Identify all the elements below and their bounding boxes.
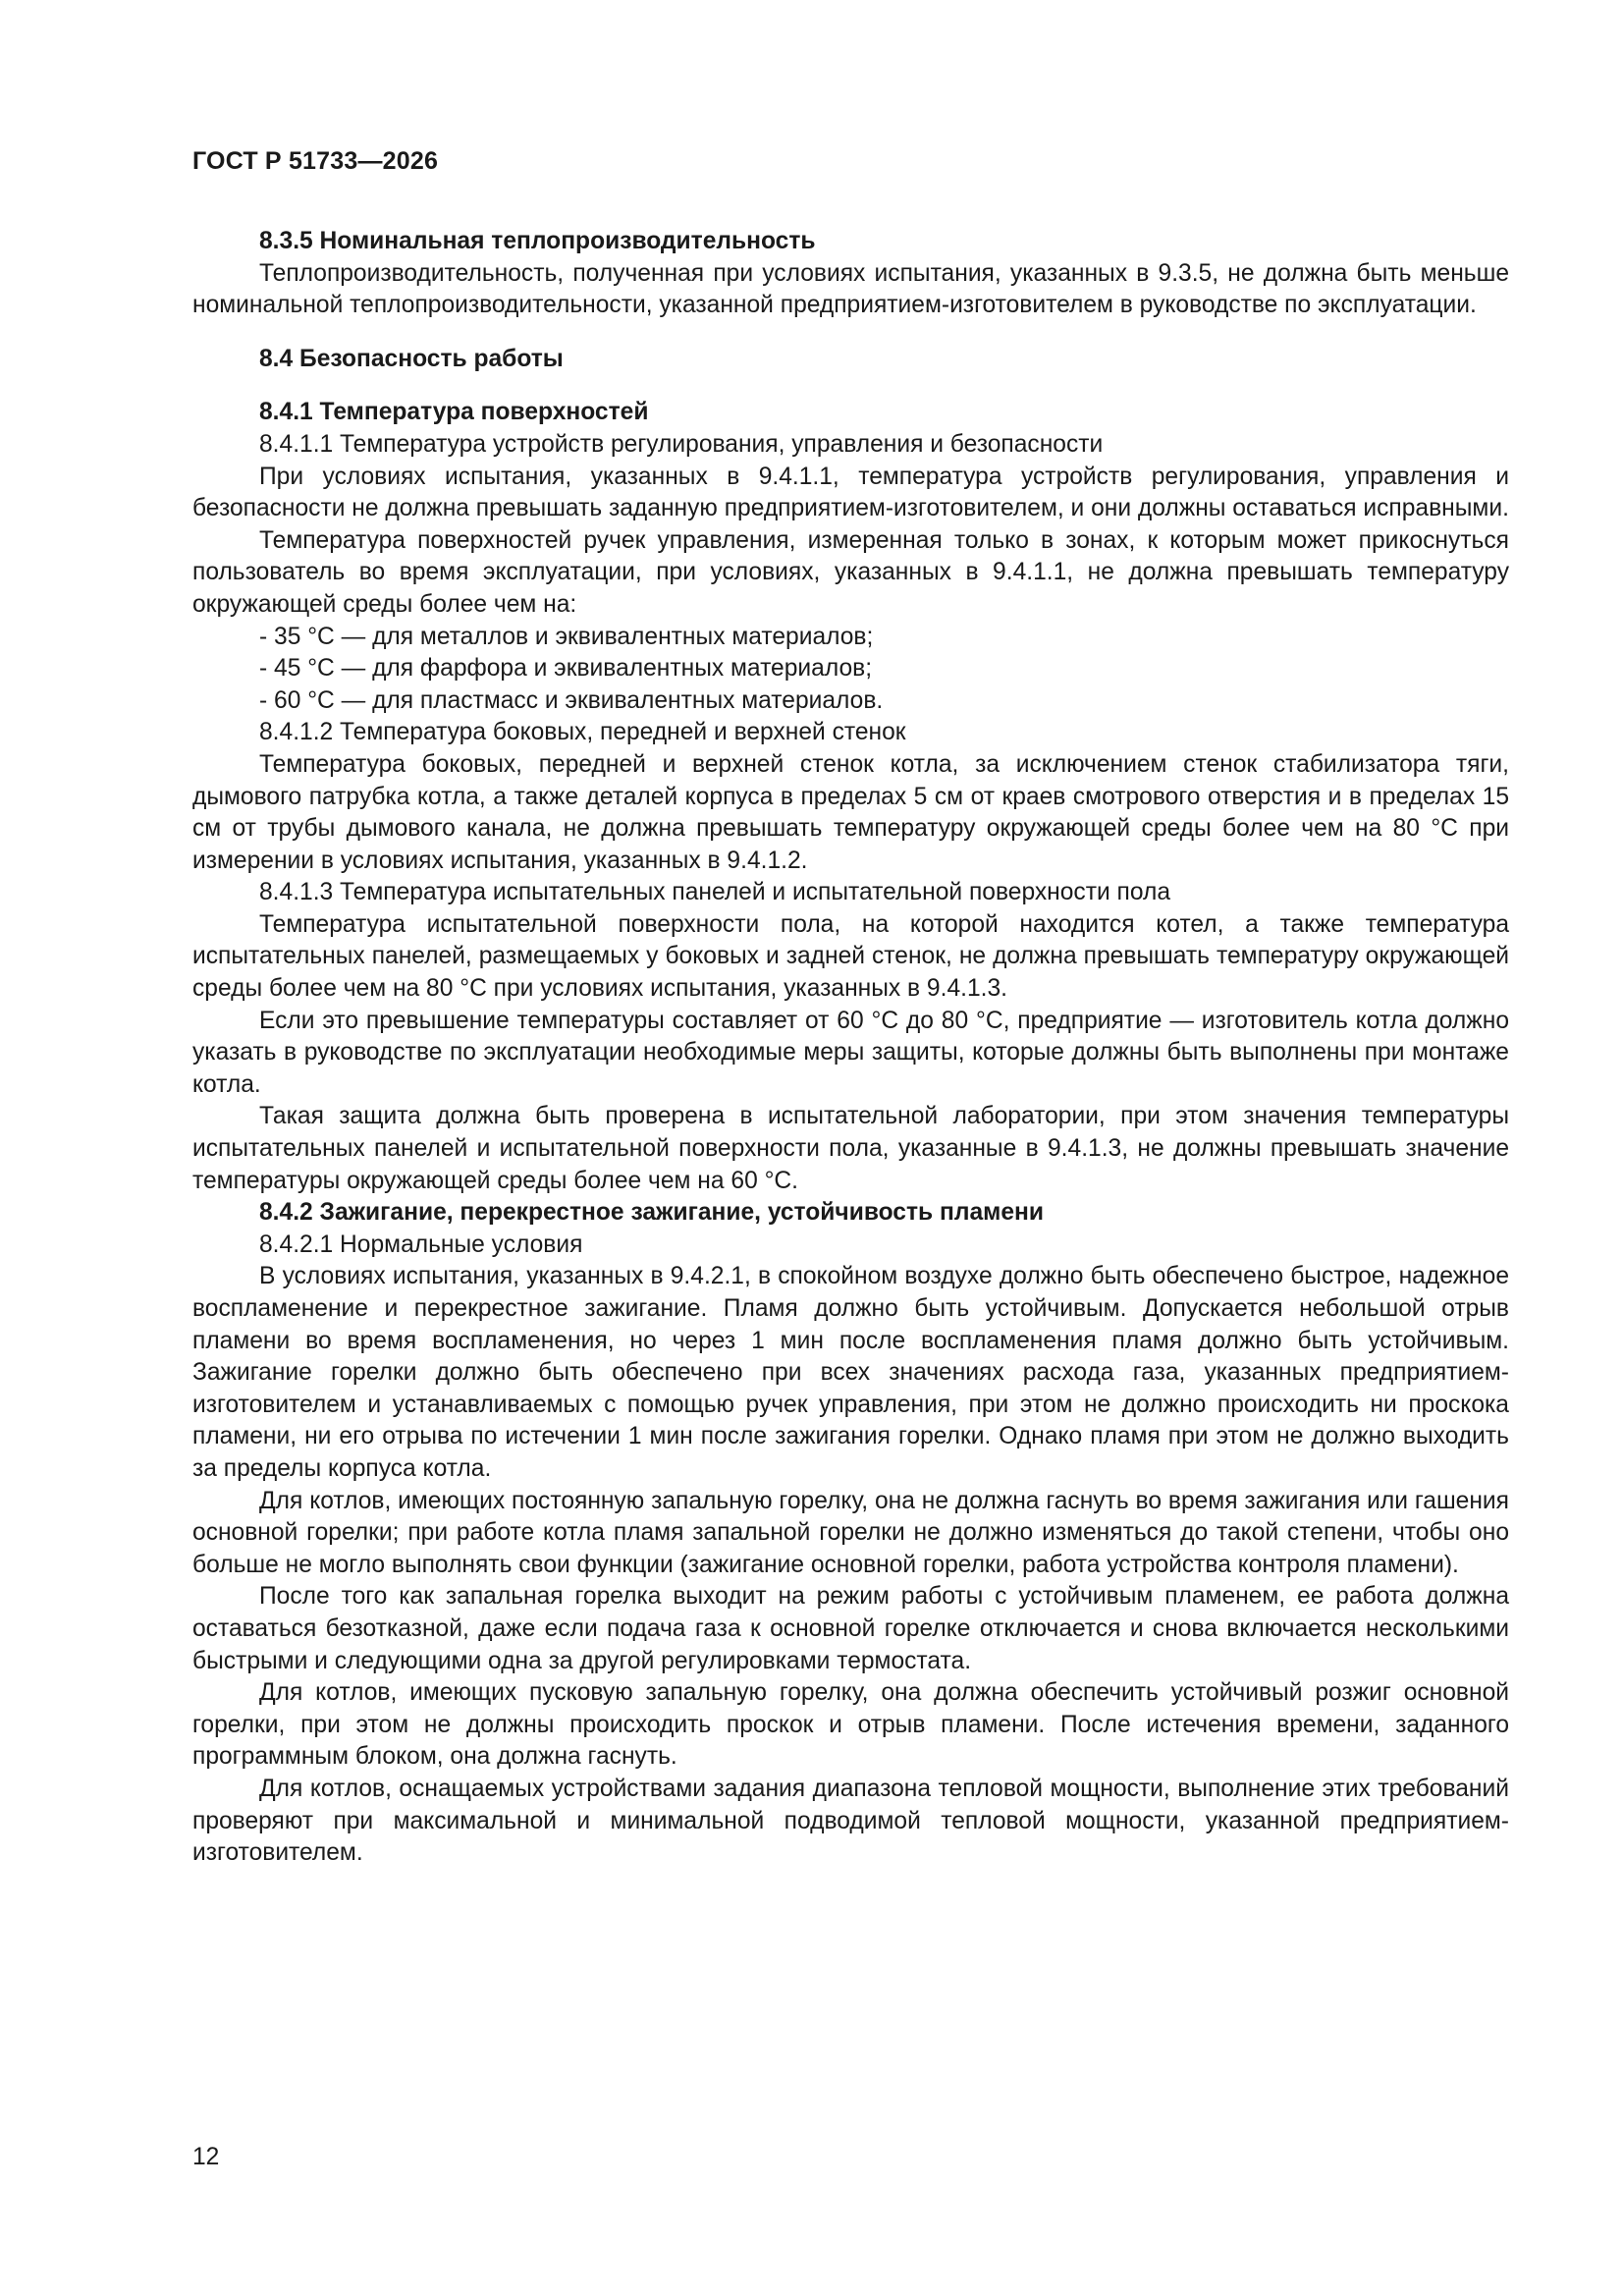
page-number: 12 <box>192 2144 220 2170</box>
paragraph: 8.4.1.3 Температура испытательных панелей и испытательной поверхности пола <box>259 879 1171 906</box>
paragraph: Теплопроизводительность, полученная при условиях испытания, указанных в 9.3.5, не должна быть меньше номинальной теплопроизводительности, указанной предприятием-изготовителем в руководстве по эксплуатации. <box>192 259 1509 319</box>
document-header: ГОСТ Р 51733—2026 <box>192 147 439 175</box>
section-heading: 8.4 Безопасность работы <box>259 345 564 372</box>
paragraph: Температура поверхностей ручек управления, измеренная только в зонах, к которым может прикоснуться пользователь во время эксплуатации, при условиях, указанных в 9.4.1.1, не должна превышать температуру окружающей среды более чем на: <box>192 526 1509 618</box>
paragraph: Температура испытательной поверхности пола, на которой находится котел, а также температура испытательных панелей, размещаемых у боковых и задней стенок, не должна превышать температуру окружающей среды более чем на 80 °С при условиях испытания, указанных в 9.4.1.3. <box>192 910 1509 1003</box>
paragraph: Температура боковых, передней и верхней стенок котла, за исключением стенок стабилизатора тяги, дымового патрубка котла, а также деталей корпуса в пределах 5 см от краев смотрового отверстия и в пределах 15 см от трубы дымового канала, не должна превышать температуру окружающей среды более чем на 80 °С при измерении в условиях испытания, указанных в 9.4.1.2. <box>192 750 1509 874</box>
list-item: - 45 °С — для фарфора и эквивалентных материалов; <box>259 655 873 683</box>
paragraph: Если это превышение температуры составляет от 60 °С до 80 °С, предприятие — изготовитель котла должно указать в руководстве по эксплуатации необходимые меры защиты, которые должны быть выполнены при монтаже котла. <box>192 1007 1509 1098</box>
paragraph: Для котлов, оснащаемых устройствами задания диапазона тепловой мощности, выполнение этих требований проверяют при максимальной и минимальной подводимой тепловой мощности, указанной предприятием-изготовителем. <box>192 1775 1509 1867</box>
section-heading: 8.4.1 Температура поверхностей <box>259 399 649 426</box>
document-body <box>192 226 1509 1870</box>
paragraph: После того как запальная горелка выходит на режим работы с устойчивым пламенем, ее работа должна оставаться безотказной, даже если подача газа к основной горелке отключается и снова включается несколькими быстрыми и следующими одна за другой регулировками термостата. <box>192 1583 1509 1674</box>
paragraph: Для котлов, имеющих пусковую запальную горелку, она должна обеспечить устойчивый розжиг основной горелки, при этом не должны происходить проскок и отрыв пламени. После истечения времени, заданного программным блоком, она должна гаснуть. <box>192 1679 1509 1771</box>
list-item: - 60 °С — для пластмасс и эквивалентных материалов. <box>259 686 884 714</box>
section-heading: 8.3.5 Номинальная теплопроизводительность <box>259 228 816 254</box>
list-item: - 35 °С — для металлов и эквивалентных материалов; <box>259 623 874 650</box>
paragraph: В условиях испытания, указанных в 9.4.2.1, в спокойном воздухе должно быть обеспечено быстрое, надежное воспламенение и перекрестное зажигание. Пламя должно быть устойчивым. Допускается небольшой отрыв пламени во время воспламенения, но через 1 мин после воспламенения пламя должно быть устойчивым. Зажигание горелки должно быть обеспечено при всех значениях расхода газа, указанных предприятием-изготовителем и устанавливаемых с помощью ручек управления, при этом не должно происходить ни проскока пламени, ни его отрыва по истечении 1 мин после зажигания горелки. Однако пламя при этом не должно выходить за пределы корпуса котла. <box>192 1263 1509 1482</box>
paragraph: 8.4.1.1 Температура устройств регулирования, управления и безопасности <box>259 430 1104 458</box>
paragraph: Такая защита должна быть проверена в испытательной лаборатории, при этом значения температуры испытательных панелей и испытательной поверхности пола, указанные в 9.4.1.3, не должны превышать значение температуры окружающей среды более чем на 60 °С. <box>192 1103 1509 1194</box>
paragraph: 8.4.1.2 Температура боковых, передней и верхней стенок <box>259 719 906 746</box>
paragraph: 8.4.2.1 Нормальные условия <box>259 1230 583 1258</box>
section-heading: 8.4.2 Зажигание, перекрестное зажигание, устойчивость пламени <box>259 1199 1044 1227</box>
paragraph: При условиях испытания, указанных в 9.4.1.1, температура устройств регулирования, управления и безопасности не должна превышать заданную предприятием-изготовителем, и они должны оставаться исправными. <box>192 463 1509 522</box>
paragraph: Для котлов, имеющих постоянную запальную горелку, она не должна гаснуть во время зажигания или гашения основной горелки; при работе котла пламя запальной горелки не должно изменяться до такой степени, чтобы оно больше не могло выполнять свои функции (зажигание основной горелки, работа устройства контроля пламени). <box>192 1487 1509 1578</box>
